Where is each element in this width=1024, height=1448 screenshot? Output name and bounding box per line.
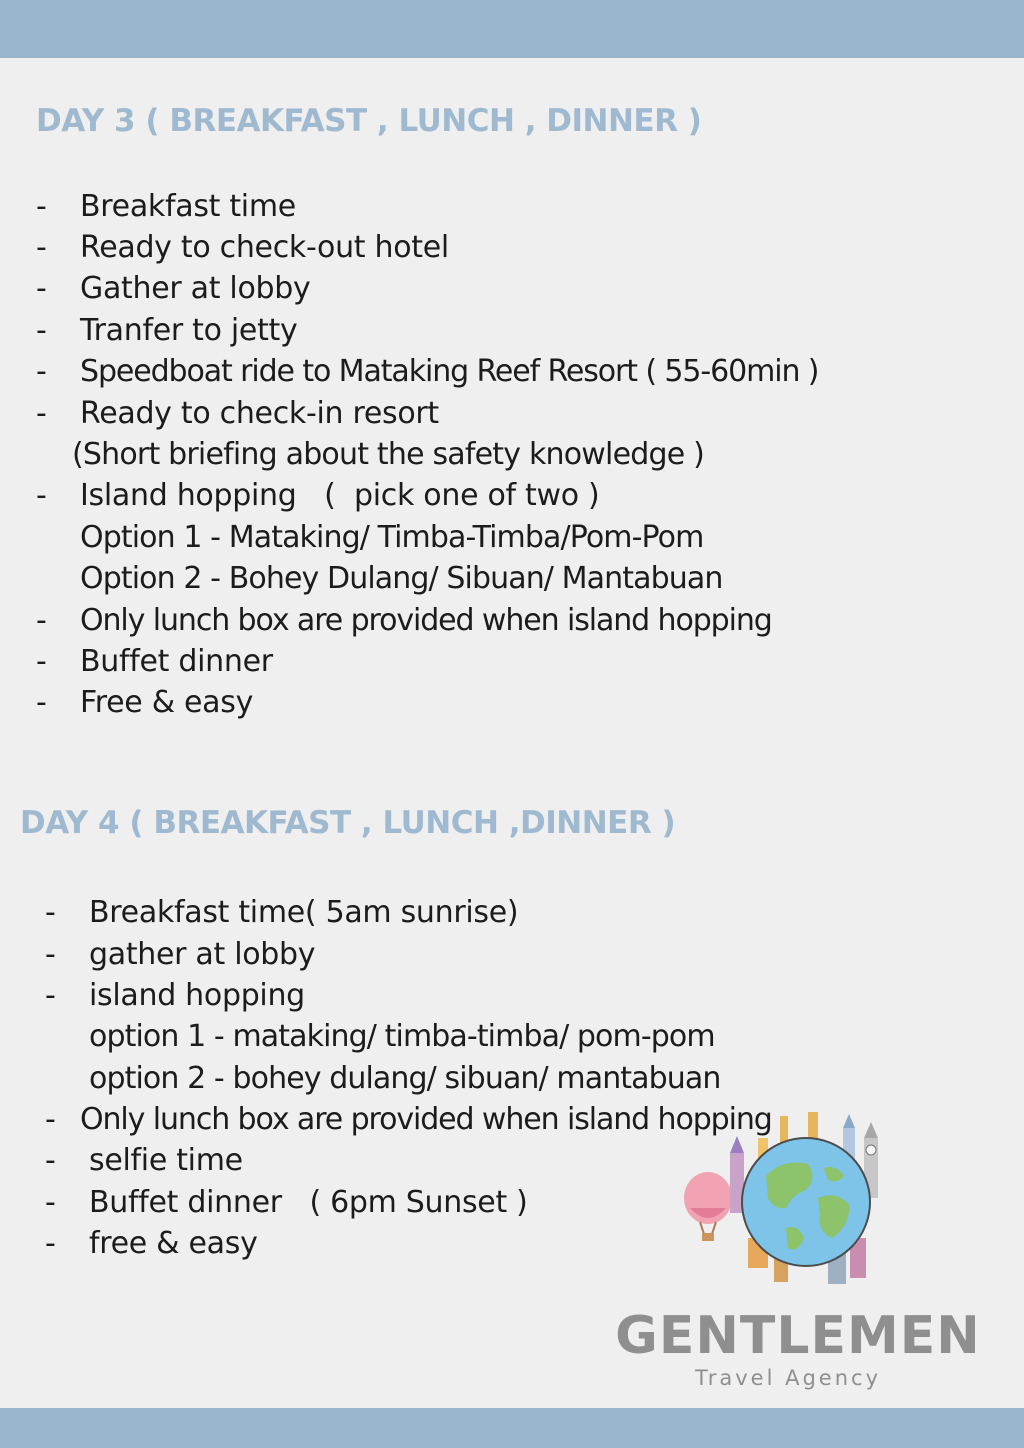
list-item [45,934,945,975]
list-bullet: - [36,396,47,431]
list-item-text: Ready to check-out hotel [80,230,449,265]
list-item-text: Option 1 - Mataking/ Timba-Timba/Pom-Pom [80,520,704,555]
list-item-text: selfie time [89,1143,243,1178]
list-bullet: - [45,978,56,1013]
list-item [45,1099,1005,1140]
list-bullet: - [45,1102,56,1137]
list-bullet: - [36,354,47,389]
list-item-text: Only lunch box are provided when island hopping [80,1102,772,1137]
list-item [36,227,936,268]
list-item [45,892,945,933]
logo-wordmark: GENTLEMEN [615,1306,981,1366]
list-item-text: Island hopping ( pick one of two ) [80,478,600,513]
list-item-text: (Short briefing about the safety knowledge ) [72,437,705,472]
list-item [36,393,936,434]
list-bullet: - [45,895,56,930]
list-item-text: Buffet dinner [80,644,273,679]
list-item-text: Speedboat ride to Mataking Reef Resort ( 55-60min ) [80,354,819,389]
list-item-text: Breakfast time( 5am sunrise) [89,895,519,930]
list-item-note [36,434,936,475]
list-item [36,186,936,227]
list-item [36,475,936,516]
list-item [36,310,936,351]
list-item-text: option 1 - mataking/ timba-timba/ pom-pom [89,1019,715,1054]
list-item [36,268,936,309]
day4-heading: DAY 4 ( BREAKFAST , LUNCH ,DINNER ) [20,805,676,841]
bottom-band [0,1408,1024,1448]
list-item-option [45,1016,945,1057]
list-item-text: Gather at lobby [80,271,311,306]
list-item-option [36,517,936,558]
list-bullet: - [36,644,47,679]
list-item [45,975,945,1016]
list-bullet: - [36,271,47,306]
list-item-text: Free & easy [80,685,254,720]
list-bullet: - [36,313,47,348]
list-item-text: island hopping [89,978,305,1013]
logo-subtitle: Travel Agency [695,1366,881,1390]
list-item-text: Option 2 - Bohey Dulang/ Sibuan/ Mantabuan [80,561,723,596]
list-item [45,1140,945,1181]
top-band [0,0,1024,58]
list-bullet: - [45,1185,56,1220]
list-bullet: - [36,685,47,720]
list-item [36,600,996,641]
list-item-text: gather at lobby [89,937,316,972]
list-item [45,1223,945,1264]
list-item-option [45,1058,945,1099]
list-item-text: option 2 - bohey dulang/ sibuan/ mantabuan [89,1061,721,1096]
list-item-text: free & easy [89,1226,258,1261]
list-bullet: - [36,603,47,638]
list-item-text: Breakfast time [80,189,296,224]
list-bullet: - [36,230,47,265]
list-bullet: - [45,1226,56,1261]
list-item [45,1182,945,1223]
day3-heading: DAY 3 ( BREAKFAST , LUNCH , DINNER ) [36,103,702,139]
list-bullet: - [36,189,47,224]
list-item-text: Tranfer to jetty [80,313,298,348]
list-item-option [36,558,936,599]
list-item-text: Buffet dinner ( 6pm Sunset ) [89,1185,528,1220]
list-bullet: - [36,478,47,513]
list-item-text: Ready to check-in resort [80,396,439,431]
list-bullet: - [45,937,56,972]
list-item [36,351,996,392]
list-item [36,682,936,723]
list-bullet: - [45,1143,56,1178]
list-item [36,641,936,682]
list-item-text: Only lunch box are provided when island hopping [80,603,772,638]
